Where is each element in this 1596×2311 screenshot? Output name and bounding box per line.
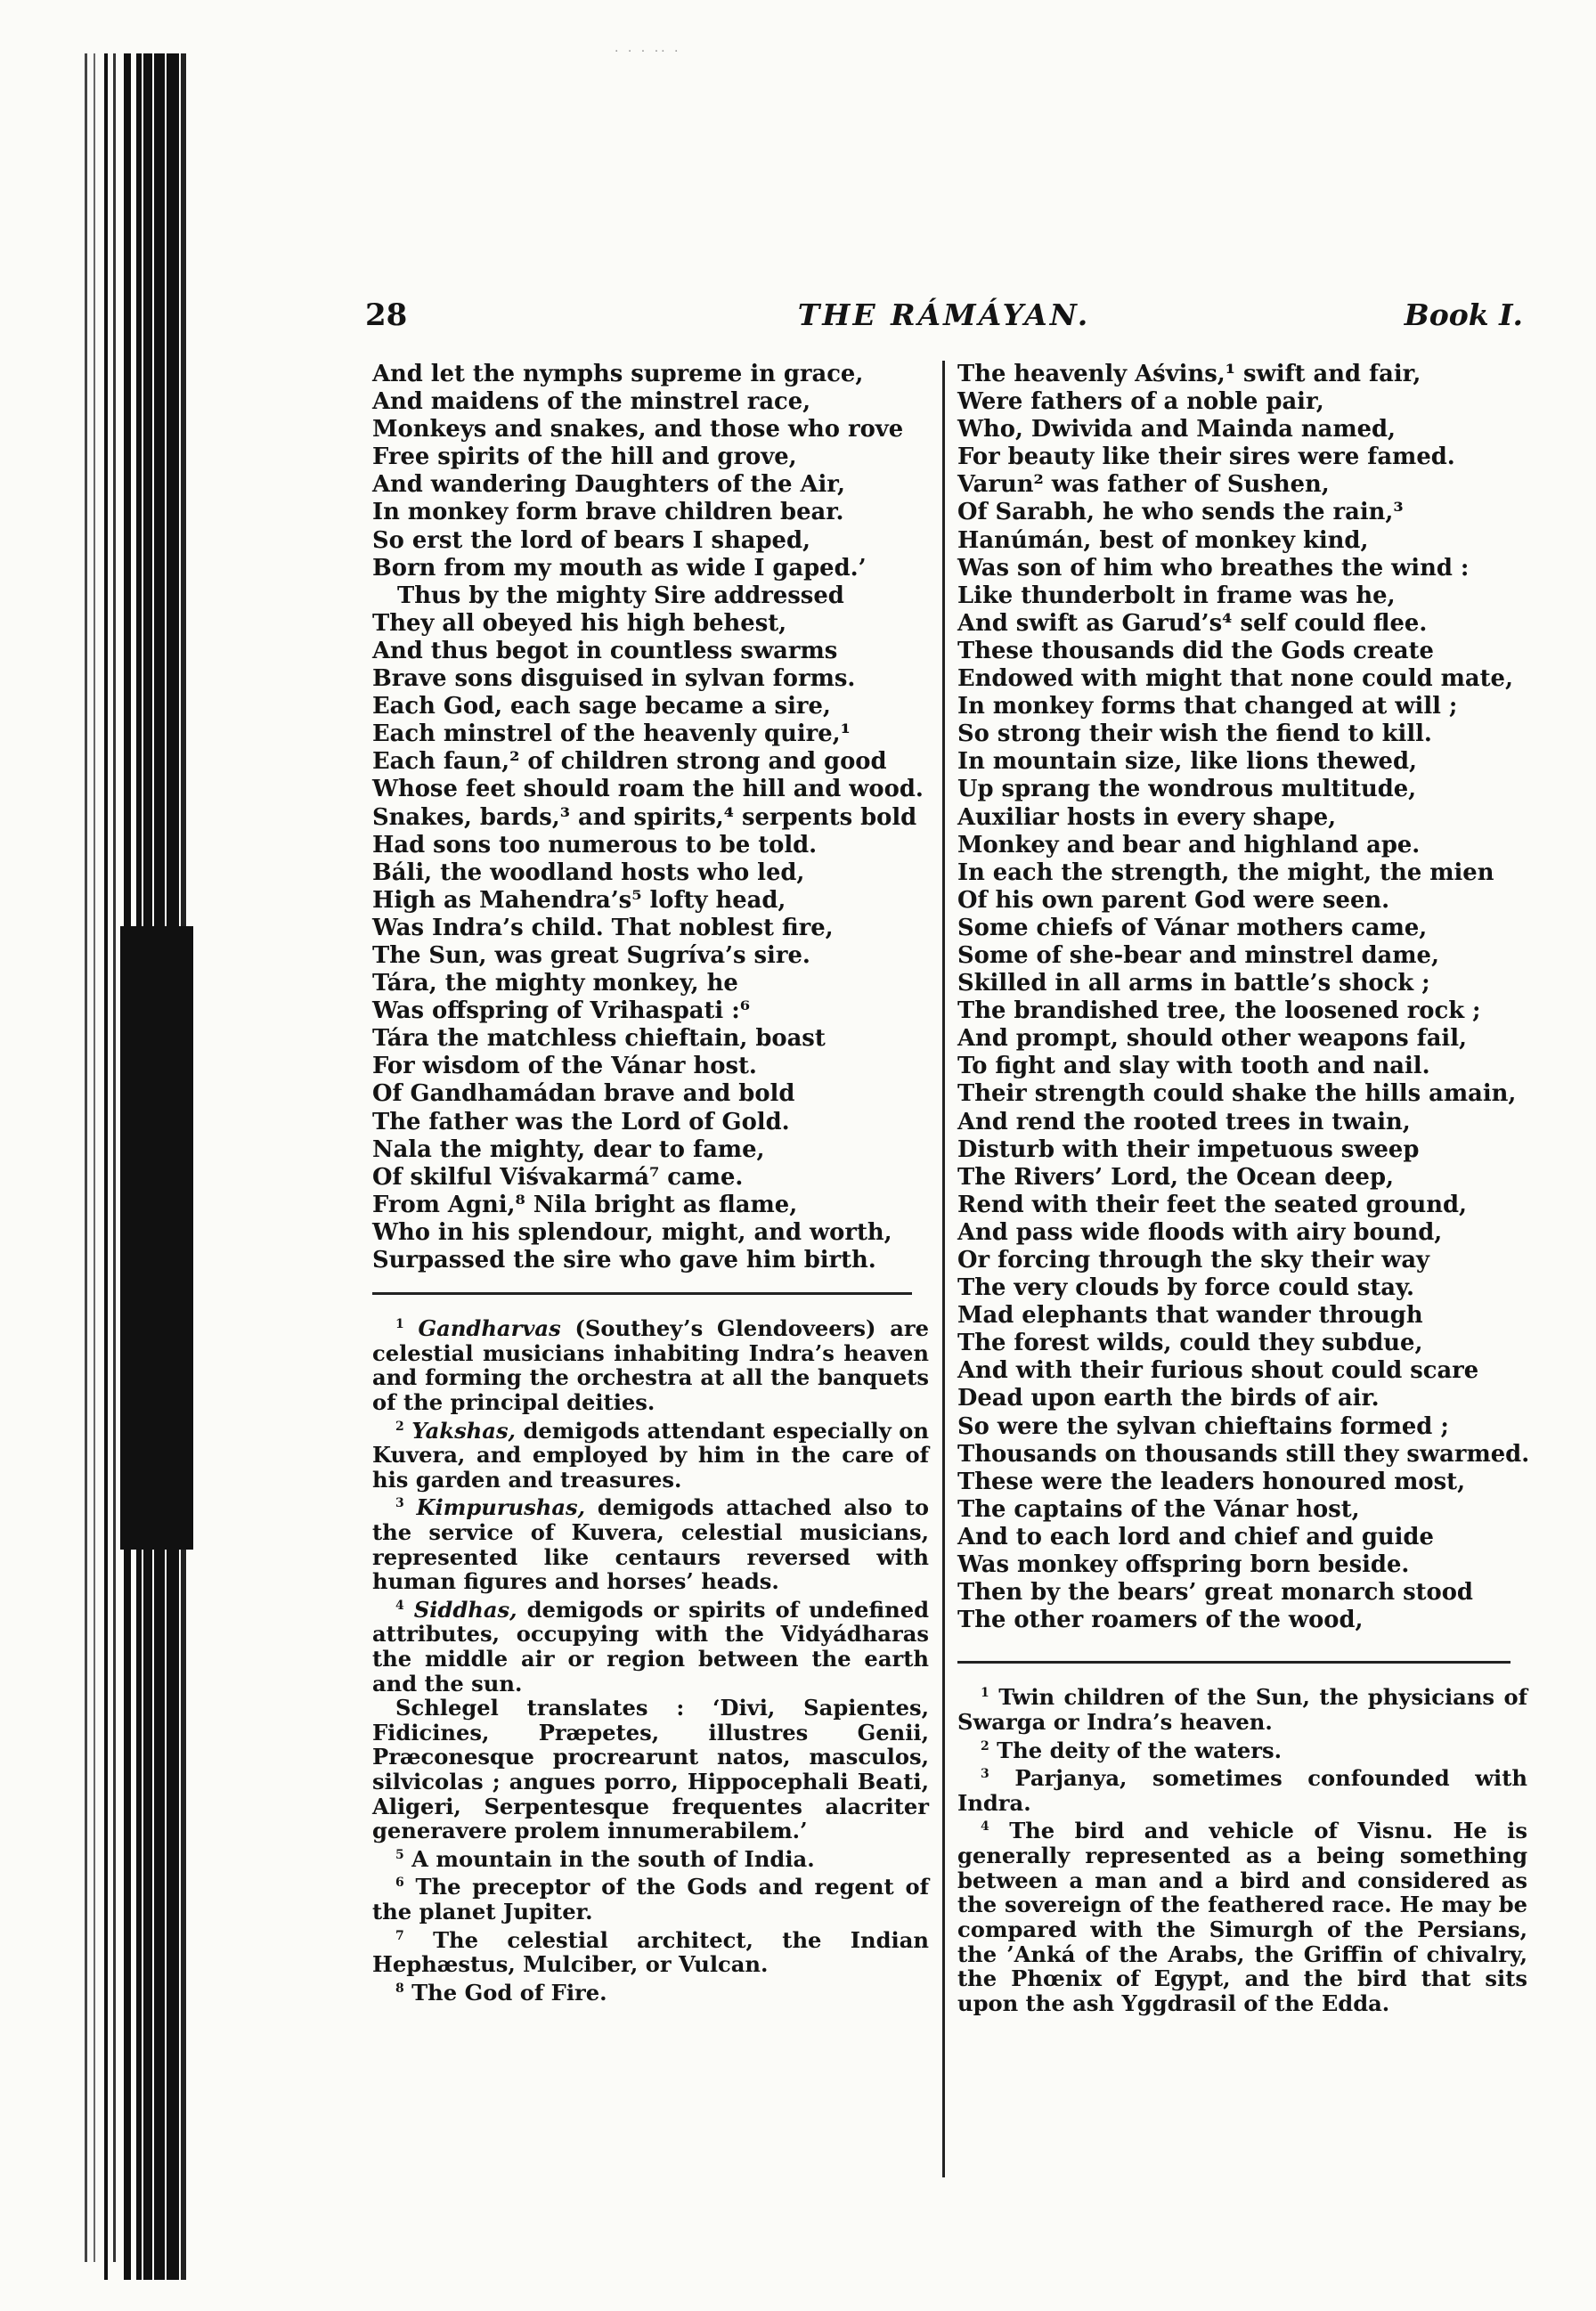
verse-line: Up sprang the wondrous multitude, bbox=[957, 776, 1417, 803]
footnote-number: 7 bbox=[395, 1928, 404, 1943]
footnote bbox=[957, 1762, 1527, 1815]
verse-line: Monkeys and snakes, and those who rove bbox=[372, 416, 904, 443]
verse-line: Dead upon earth the birds of air. bbox=[957, 1385, 1380, 1412]
footnote-number: 3 bbox=[395, 1496, 404, 1511]
verse-line: Some chiefs of Vánar mothers came, bbox=[957, 914, 1428, 941]
page-spine-shadow bbox=[85, 53, 218, 2280]
verse-line: And wandering Daughters of the Air, bbox=[372, 471, 846, 499]
verse-line: These were the leaders honoured most, bbox=[957, 1468, 1466, 1495]
footnote-text: Parjanya, sometimes confounded with Indra. bbox=[957, 1765, 1527, 1816]
page-header bbox=[365, 297, 1523, 342]
verse-line: Nala the mighty, dear to fame, bbox=[372, 1135, 765, 1163]
verse-line: For wisdom of the Vánar host. bbox=[372, 1053, 757, 1080]
footnote-text: The preceptor of the Gods and regent of the planet Jupiter. bbox=[372, 1874, 929, 1925]
footnote-number: 6 bbox=[395, 1876, 404, 1891]
verse-line: The forest wilds, could they subdue, bbox=[957, 1330, 1423, 1357]
verse-line: Born from my mouth as wide I gaped.’ bbox=[372, 554, 867, 582]
verse-line: Tára the matchless chieftain, boast bbox=[372, 1025, 826, 1053]
footnote bbox=[372, 1871, 929, 1924]
footnote-text: The bird and vehicle of Visnu. He is generally represented as a being something between a man and a bird and considered as the sovereign of the feathered race. He may be compared with the Simurgh of the Persians, the ’Anká of the Arabs, the Griffin of chivalry, the Phœnix of Egypt, and the bird that sits upon the ash Yggdrasil of the Edda. bbox=[957, 1818, 1527, 2016]
verse-line: The brandished tree, the loosened rock ; bbox=[957, 997, 1481, 1025]
verse-line: Each faun,² of children strong and good bbox=[372, 748, 887, 776]
verse-line: And pass wide floods with airy bound, bbox=[957, 1218, 1443, 1246]
verse-line: Skilled in all arms in battle’s shock ; bbox=[957, 970, 1430, 997]
verse-line: Rend with their feet the seated ground, bbox=[957, 1191, 1467, 1218]
verse-line: And thus begot in countless swarms bbox=[372, 637, 838, 664]
verse-line: These thousands did the Gods create bbox=[957, 637, 1434, 664]
footnote bbox=[957, 1735, 1527, 1763]
verse-line: Monkey and bear and highland ape. bbox=[957, 831, 1421, 858]
verse-line: Thus by the mighty Sire addressed bbox=[397, 582, 844, 609]
verse-line: And swift as Garud’s⁴ self could flee. bbox=[957, 609, 1428, 637]
footnote bbox=[372, 1313, 929, 1414]
verse-line: Were fathers of a noble pair, bbox=[957, 388, 1324, 416]
footnote-text: The God of Fire. bbox=[411, 1980, 607, 2006]
footnote-number: 4 bbox=[981, 1819, 989, 1835]
verse-line: From Agni,⁸ Nila bright as flame, bbox=[372, 1191, 798, 1218]
footnote-text: The celestial architect, the Indian Hephæstus, Mulciber, or Vulcan. bbox=[372, 1926, 929, 1978]
footnote-number: 1 bbox=[395, 1317, 404, 1332]
verse-line: In mountain size, like lions thewed, bbox=[957, 748, 1417, 776]
footnote bbox=[372, 1492, 929, 1593]
footnote-number: 1 bbox=[981, 1686, 989, 1701]
running-title: THE RÁMÁYAN. bbox=[797, 297, 1091, 332]
verse-line: The other roamers of the wood, bbox=[957, 1607, 1364, 1634]
footnote-text: A mountain in the south of India. bbox=[411, 1845, 815, 1872]
verse-line: So erst the lord of bears I shaped, bbox=[372, 526, 810, 554]
verse-line: In monkey form brave children bear. bbox=[372, 499, 844, 526]
verse-line: Was monkey offspring born beside. bbox=[957, 1551, 1410, 1579]
verse-line: Of Gandhamádan brave and bold bbox=[372, 1080, 795, 1108]
column-divider bbox=[942, 361, 945, 2177]
footnote-text: Twin children of the Sun, the physicians of Swarga or Indra’s heaven. bbox=[957, 1684, 1528, 1735]
footnote-text: demigods attached also to the service of Kuvera, celestial musicians, represented like centaurs reversed with human figures and horses’ heads. bbox=[372, 1494, 929, 1595]
verse-line: Then by the bears’ great monarch stood bbox=[957, 1579, 1473, 1607]
verse-line: Disturb with their impetuous sweep bbox=[957, 1135, 1420, 1163]
footnote-text: demigods or spirits of undefined attributes, occupying with the Vidyádharas the middle air or region between the earth and the sun. bbox=[372, 1596, 930, 1697]
footnote bbox=[372, 1977, 929, 2006]
verse-line: And to each lord and chief and guide bbox=[957, 1523, 1434, 1550]
right-column bbox=[957, 361, 1530, 2016]
verse-line: Was son of him who breathes the wind : bbox=[957, 554, 1470, 582]
verse-line: And with their furious shout could scare bbox=[957, 1357, 1479, 1385]
verse-line: Who in his splendour, might, and worth, bbox=[372, 1218, 892, 1246]
verse-line: Varun² was father of Sushen, bbox=[957, 471, 1330, 499]
verse-line: Tára, the mighty monkey, he bbox=[372, 970, 738, 997]
verse-line: High as Mahendra’s⁵ lofty head, bbox=[372, 886, 786, 914]
footnote-term: Gandharvas bbox=[418, 1315, 561, 1342]
page-number: 28 bbox=[365, 297, 408, 333]
footnote bbox=[957, 1681, 1527, 1734]
verse-block bbox=[372, 361, 929, 1274]
verse-line: They all obeyed his high behest, bbox=[372, 609, 787, 637]
verse-line: So strong their wish the fiend to kill. bbox=[957, 720, 1432, 748]
verse-line: The father was the Lord of Gold. bbox=[372, 1108, 790, 1135]
footnote-number: 2 bbox=[395, 1419, 404, 1434]
verse-line: Or forcing through the sky their way bbox=[957, 1247, 1430, 1273]
verse-line: Each God, each sage became a sire, bbox=[372, 693, 831, 720]
footnote bbox=[957, 1815, 1527, 2015]
verse-line: And maidens of the minstrel race, bbox=[372, 388, 811, 416]
verse-line: So were the sylvan chieftains formed ; bbox=[957, 1412, 1449, 1440]
footnotes-block bbox=[957, 1681, 1527, 2015]
footnote bbox=[372, 1696, 929, 1843]
verse-block bbox=[957, 361, 1530, 1634]
verse-line: Had sons too numerous to be told. bbox=[372, 831, 818, 858]
footnote-term: Yakshas, bbox=[411, 1417, 516, 1444]
verse-line: Auxiliar hosts in every shape, bbox=[957, 803, 1337, 831]
verse-line: The Rivers’ Lord, the Ocean deep, bbox=[957, 1163, 1394, 1191]
verse-line: The very clouds by force could stay. bbox=[957, 1274, 1414, 1302]
verse-line: In monkey forms that changed at will ; bbox=[957, 693, 1458, 720]
footnote-text: Schlegel translates : ‘Divi, Sapientes, Fidicines, Præpetes, illustres Genii, Præconesque procrearunt natos, masculos, silvicolas ; angues porro, Hippocephali Beati, Aligeri, Serpentesque frequentes alacriter generavere prolem innumerabilem.’ bbox=[372, 1695, 929, 1844]
scan-artifact: · · · ·· · bbox=[615, 45, 681, 59]
verse-line: The Sun, was great Sugríva’s sire. bbox=[372, 941, 810, 969]
footnote bbox=[372, 1594, 929, 1696]
verse-line: Endowed with might that none could mate, bbox=[957, 665, 1513, 693]
verse-line: Was offspring of Vrihaspati :⁶ bbox=[372, 997, 751, 1025]
verse-line: Brave sons disguised in sylvan forms. bbox=[372, 665, 856, 693]
verse-line: Whose feet should roam the hill and wood. bbox=[372, 776, 924, 803]
verse-line: And prompt, should other weapons fail, bbox=[957, 1025, 1467, 1053]
footnote-rule bbox=[957, 1661, 1510, 1664]
footnote-text: The deity of the waters. bbox=[997, 1737, 1282, 1763]
verse-line: Of his own parent God were seen. bbox=[957, 886, 1390, 914]
verse-line: To fight and slay with tooth and nail. bbox=[957, 1053, 1430, 1080]
verse-line: In each the strength, the might, the mien bbox=[957, 858, 1494, 886]
footnote bbox=[372, 1415, 929, 1493]
verse-line: And let the nymphs supreme in grace, bbox=[372, 361, 864, 387]
verse-line: Who, Dwivida and Mainda named, bbox=[957, 416, 1396, 443]
verse-line: Their strength could shake the hills amain, bbox=[957, 1080, 1517, 1108]
verse-line: The heavenly Aśvins,¹ swift and fair, bbox=[957, 361, 1421, 387]
footnote-number: 4 bbox=[395, 1598, 404, 1613]
verse-line: Mad elephants that wander through bbox=[957, 1302, 1423, 1330]
footnote-number: 8 bbox=[395, 1981, 404, 1996]
footnote-number: 2 bbox=[981, 1738, 989, 1754]
verse-line: Free spirits of the hill and grove, bbox=[372, 443, 797, 471]
left-column bbox=[372, 361, 929, 2006]
verse-line: Thousands on thousands still they swarmed. bbox=[957, 1440, 1530, 1468]
verse-line: Was Indra’s child. That noblest fire, bbox=[372, 914, 834, 941]
verse-line: Hanúmán, best of monkey kind, bbox=[957, 526, 1369, 554]
footnote-text: demigods attendant especially on Kuvera, and employed by him in the care of his garden and treasures. bbox=[372, 1417, 929, 1493]
footnote-term: Kimpurushas, bbox=[416, 1494, 586, 1521]
footnote-number: 3 bbox=[981, 1767, 989, 1782]
footnote-rule bbox=[372, 1292, 912, 1295]
verse-line: Some of she-bear and minstrel dame, bbox=[957, 941, 1439, 969]
footnote bbox=[372, 1924, 929, 1977]
footnote bbox=[372, 1843, 929, 1872]
verse-line: Of Sarabh, he who sends the rain,³ bbox=[957, 499, 1404, 526]
verse-line: The captains of the Vánar host, bbox=[957, 1495, 1360, 1523]
book-label: Book I. bbox=[1404, 297, 1523, 332]
footnote-text: (Southey’s Glendoveers) are celestial musicians inhabiting Indra’s heaven and forming the orchestra at all the banquets of the principal deities. bbox=[372, 1315, 930, 1415]
verse-line: Each minstrel of the heavenly quire,¹ bbox=[372, 720, 851, 748]
verse-line: For beauty like their sires were famed. bbox=[957, 443, 1455, 471]
verse-line: Like thunderbolt in frame was he, bbox=[957, 582, 1396, 609]
verse-line: And rend the rooted trees in twain, bbox=[957, 1108, 1411, 1135]
footnote-term: Siddhas, bbox=[413, 1596, 517, 1623]
footnotes-block bbox=[372, 1313, 929, 2006]
verse-line: Surpassed the sire who gave him birth. bbox=[372, 1247, 876, 1273]
verse-line: Snakes, bards,³ and spirits,⁴ serpents bold bbox=[372, 803, 917, 831]
footnote-number: 5 bbox=[395, 1847, 404, 1862]
verse-line: Of skilful Viśvakarmá⁷ came. bbox=[372, 1163, 744, 1191]
verse-line: Báli, the woodland hosts who led, bbox=[372, 858, 805, 886]
